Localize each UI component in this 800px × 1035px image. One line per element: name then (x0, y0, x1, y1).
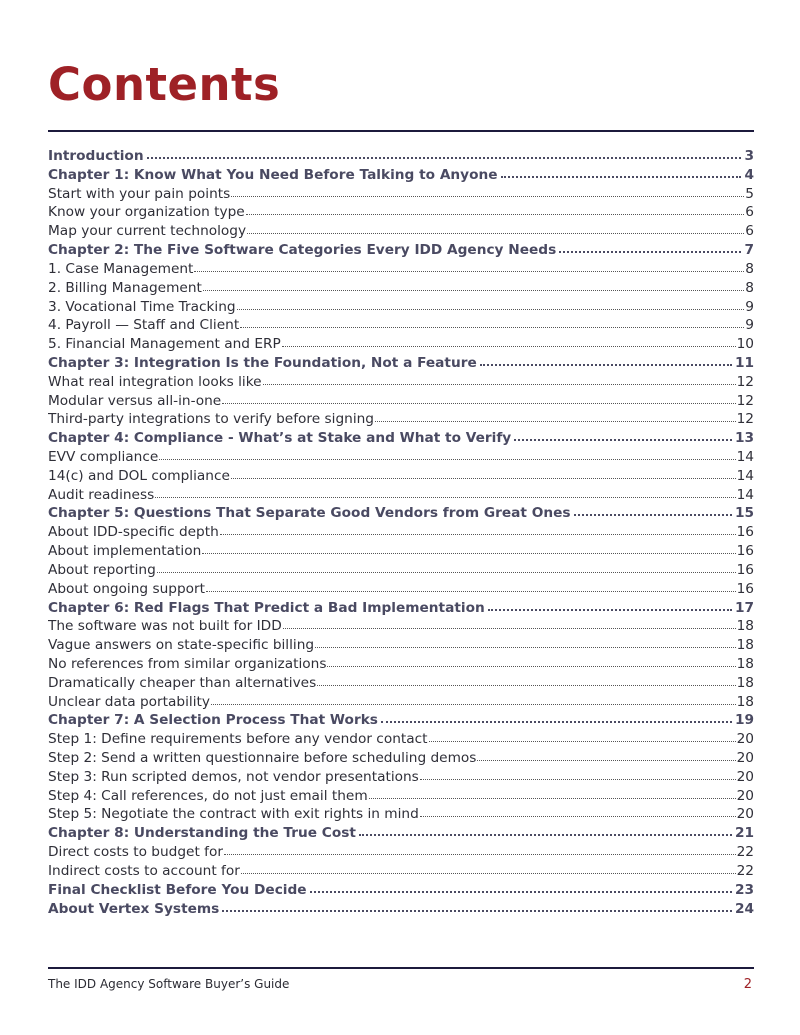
toc-entry-page-number: 5 (745, 185, 754, 202)
toc-entry-title: About implementation (48, 543, 202, 560)
toc-section-entry[interactable] (48, 316, 754, 335)
toc-dot-leader (240, 326, 744, 328)
toc-section-entry[interactable] (48, 392, 754, 411)
toc-dot-leader (317, 684, 735, 686)
toc-chapter-entry[interactable] (48, 900, 754, 919)
toc-section-entry[interactable] (48, 655, 754, 674)
toc-entry-title: Chapter 8: Understanding the True Cost (48, 825, 356, 842)
toc-section-entry[interactable] (48, 523, 754, 542)
toc-entry-title: Unclear data portability (48, 693, 210, 710)
toc-entry-page-number: 20 (736, 750, 754, 766)
toc-entry-page-number: 11 (734, 354, 754, 371)
toc-dot-leader (327, 665, 735, 667)
toc-entry-page-number: 18 (736, 674, 754, 691)
toc-entry-page-number: 12 (736, 411, 754, 428)
toc-entry-title: Chapter 6: Red Flags That Predict a Bad Implementation (48, 599, 485, 616)
toc-section-entry[interactable] (48, 617, 754, 636)
toc-entry-title: EVV compliance (48, 449, 159, 465)
toc-entry-page-number: 20 (736, 768, 754, 785)
toc-entry-page-number: 16 (736, 580, 754, 597)
toc-dot-leader (480, 363, 732, 366)
toc-dot-leader (202, 552, 735, 554)
toc-section-entry[interactable] (48, 768, 754, 787)
toc-section-entry[interactable] (48, 805, 754, 824)
toc-entry-page-number: 16 (736, 524, 754, 541)
toc-entry-page-number: 22 (736, 844, 754, 861)
toc-entry-title: Chapter 2: The Five Software Categories Every IDD Agency Needs (48, 242, 557, 259)
toc-entry-page-number: 12 (736, 392, 754, 409)
toc-dot-leader (246, 213, 745, 215)
toc-entry-title: Chapter 7: A Selection Process That Works (48, 712, 378, 729)
toc-chapter-entry[interactable] (48, 354, 754, 373)
toc-entry-title: Chapter 5: Questions That Separate Good Vendors from Great Ones (48, 505, 571, 522)
toc-entry-title: The software was not built for IDD (48, 618, 282, 635)
toc-chapter-entry[interactable] (48, 166, 754, 185)
toc-section-entry[interactable] (48, 636, 754, 655)
toc-entry-title: Third-party integrations to verify before signing (48, 411, 374, 428)
toc-dot-leader (559, 250, 741, 253)
toc-entry-title: Chapter 3: Integration Is the Foundation, Not a Feature (48, 354, 477, 371)
toc-entry-title: Audit readiness (48, 486, 155, 503)
title-divider (48, 130, 754, 132)
toc-entry-title: Know your organization type (48, 204, 245, 221)
toc-dot-leader (359, 833, 732, 836)
toc-chapter-entry[interactable] (48, 504, 754, 523)
toc-dot-leader (375, 420, 736, 422)
toc-entry-page-number: 15 (734, 505, 754, 522)
toc-dot-leader (211, 703, 736, 705)
toc-entry-page-number: 13 (734, 430, 754, 447)
toc-section-entry[interactable] (48, 335, 754, 354)
toc-section-entry[interactable] (48, 410, 754, 429)
toc-dot-leader (501, 175, 742, 178)
toc-entry-page-number: 9 (745, 298, 754, 315)
toc-section-entry[interactable] (48, 580, 754, 599)
toc-entry-title: 5. Financial Management and ERP (48, 336, 281, 353)
toc-entry-page-number: 9 (745, 317, 754, 334)
toc-section-entry[interactable] (48, 486, 754, 505)
toc-entry-page-number: 10 (736, 336, 754, 353)
toc-entry-page-number: 12 (736, 373, 754, 390)
toc-dot-leader (155, 496, 735, 498)
toc-entry-page-number: 20 (736, 787, 754, 804)
toc-entry-page-number: 8 (745, 260, 754, 277)
toc-entry-page-number: 23 (734, 881, 754, 898)
toc-entry-page-number: 18 (736, 618, 754, 635)
toc-section-entry[interactable] (48, 448, 754, 467)
toc-dot-leader (282, 345, 736, 347)
toc-dot-leader (283, 627, 736, 629)
toc-section-entry[interactable] (48, 843, 754, 862)
toc-section-entry[interactable] (48, 862, 754, 881)
toc-entry-title: No references from similar organizations (48, 655, 327, 672)
toc-dot-leader (514, 438, 732, 441)
toc-entry-title: Map your current technology (48, 223, 247, 240)
toc-entry-title: 4. Payroll — Staff and Client (48, 317, 240, 334)
toc-entry-title: Dramatically cheaper than alternatives (48, 674, 317, 691)
toc-dot-leader (263, 383, 736, 385)
toc-dot-leader (157, 571, 736, 573)
toc-section-entry[interactable] (48, 260, 754, 279)
toc-entry-page-number: 3 (744, 148, 754, 164)
toc-dot-leader (488, 608, 732, 611)
toc-entry-page-number: 20 (736, 806, 754, 823)
toc-entry-title: About IDD-specific depth (48, 524, 219, 541)
toc-section-entry[interactable] (48, 185, 754, 204)
footer-document-title: The IDD Agency Software Buyer’s Guide (48, 977, 290, 991)
toc-section-entry[interactable] (48, 542, 754, 561)
toc-dot-leader (231, 477, 736, 479)
toc-entry-page-number: 16 (736, 561, 754, 578)
footer-divider (48, 967, 754, 969)
toc-entry-title: Chapter 1: Know What You Need Before Talking to Anyone (48, 166, 498, 183)
toc-chapter-entry[interactable] (48, 599, 754, 618)
toc-dot-leader (381, 720, 732, 723)
toc-dot-leader (477, 759, 735, 761)
toc-section-entry[interactable] (48, 561, 754, 580)
toc-section-entry[interactable] (48, 674, 754, 693)
toc-section-entry[interactable] (48, 298, 754, 317)
toc-dot-leader (147, 156, 742, 159)
toc-entry-page-number: 7 (744, 242, 754, 259)
toc-entry-page-number: 20 (736, 731, 754, 748)
toc-chapter-entry[interactable] (48, 881, 754, 900)
toc-dot-leader (247, 232, 744, 234)
toc-dot-leader (310, 890, 732, 893)
toc-dot-leader (420, 778, 736, 780)
toc-entry-page-number: 19 (734, 712, 754, 729)
toc-entry-title: 1. Case Management (48, 260, 194, 277)
toc-entry-title: Final Checklist Before You Decide (48, 881, 307, 898)
table-of-contents (48, 147, 754, 918)
footer-page-number: 2 (743, 977, 752, 992)
toc-chapter-entry[interactable] (48, 824, 754, 843)
toc-entry-title: Step 5: Negotiate the contract with exit rights in mind (48, 806, 419, 823)
toc-section-entry[interactable] (48, 467, 754, 486)
toc-chapter-entry[interactable] (48, 147, 754, 166)
toc-entry-title: Step 2: Send a written questionnaire before scheduling demos (48, 750, 477, 766)
toc-chapter-entry[interactable] (48, 429, 754, 448)
toc-entry-title: About Vertex Systems (48, 900, 220, 917)
toc-entry-title: Step 1: Define requirements before any vendor contact (48, 731, 428, 748)
toc-entry-title: Chapter 4: Compliance - What’s at Stake and What to Verify (48, 430, 512, 447)
toc-entry-page-number: 17 (734, 599, 754, 616)
toc-entry-title: Vague answers on state-specific billing (48, 637, 315, 654)
toc-entry-title: Introduction (48, 148, 144, 164)
toc-section-entry[interactable] (48, 730, 754, 749)
toc-entry-title: 3. Vocational Time Tracking (48, 298, 236, 315)
toc-entry-title: What real integration looks like (48, 373, 262, 390)
toc-entry-title: 2. Billing Management (48, 279, 202, 296)
toc-dot-leader (222, 402, 735, 404)
toc-entry-page-number: 24 (734, 900, 754, 917)
toc-entry-page-number: 21 (734, 825, 754, 842)
toc-section-entry[interactable] (48, 787, 754, 806)
toc-entry-page-number: 14 (736, 449, 754, 465)
toc-dot-leader (206, 590, 736, 592)
toc-section-entry[interactable] (48, 222, 754, 241)
toc-dot-leader (222, 909, 732, 912)
toc-entry-page-number: 18 (736, 637, 754, 654)
toc-entry-title: About ongoing support (48, 580, 205, 597)
toc-entry-title: 14(c) and DOL compliance (48, 467, 230, 484)
toc-dot-leader (315, 646, 735, 648)
toc-entry-page-number: 14 (736, 486, 754, 503)
toc-dot-leader (241, 872, 736, 874)
toc-entry-page-number: 14 (736, 467, 754, 484)
toc-dot-leader (203, 289, 744, 291)
toc-dot-leader (574, 513, 732, 516)
toc-dot-leader (429, 740, 736, 742)
page-title: Contents (48, 58, 281, 111)
toc-entry-page-number: 18 (736, 693, 754, 710)
toc-entry-page-number: 18 (736, 655, 754, 672)
toc-dot-leader (224, 853, 736, 855)
toc-entry-title: Direct costs to budget for (48, 844, 224, 861)
toc-section-entry[interactable] (48, 373, 754, 392)
toc-entry-title: Step 4: Call references, do not just email them (48, 787, 368, 804)
toc-entry-page-number: 6 (745, 204, 754, 221)
toc-entry-title: Step 3: Run scripted demos, not vendor presentations (48, 768, 419, 785)
toc-section-entry[interactable] (48, 279, 754, 298)
toc-dot-leader (420, 815, 736, 817)
toc-entry-title: About reporting (48, 561, 156, 578)
toc-entry-page-number: 22 (736, 862, 754, 879)
toc-section-entry[interactable] (48, 693, 754, 712)
toc-entry-page-number: 16 (736, 543, 754, 560)
toc-dot-leader (231, 195, 744, 197)
toc-section-entry[interactable] (48, 203, 754, 222)
toc-dot-leader (237, 308, 745, 310)
toc-chapter-entry[interactable] (48, 241, 754, 260)
toc-entry-title: Modular versus all-in-one (48, 392, 222, 409)
toc-section-entry[interactable] (48, 749, 754, 768)
toc-entry-page-number: 4 (744, 166, 754, 183)
toc-entry-page-number: 6 (745, 223, 754, 240)
toc-dot-leader (159, 458, 735, 460)
toc-entry-page-number: 8 (745, 279, 754, 296)
toc-dot-leader (369, 797, 736, 799)
toc-entry-title: Start with your pain points (48, 185, 231, 202)
toc-dot-leader (194, 270, 744, 272)
toc-entry-title: Indirect costs to account for (48, 862, 240, 879)
toc-dot-leader (220, 533, 736, 535)
toc-chapter-entry[interactable] (48, 711, 754, 730)
